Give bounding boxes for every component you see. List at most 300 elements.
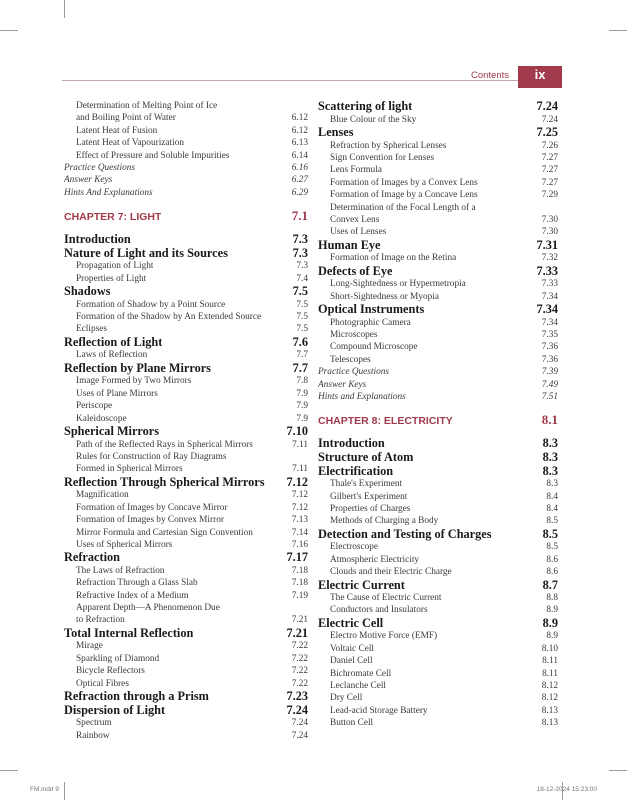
toc-section-entry[interactable] xyxy=(64,247,308,261)
toc-entry-title: Answer Keys xyxy=(64,175,113,186)
toc-subsection-entry[interactable] xyxy=(318,341,558,353)
toc-entry-page: 7.3 xyxy=(296,261,308,272)
toc-entry-title: Mirage xyxy=(76,641,103,652)
toc-entry-page: 7.24 xyxy=(286,702,308,717)
toc-entry-title: Formation of Images by a Convex Lens xyxy=(330,177,478,188)
toc-subsection-entry[interactable] xyxy=(318,214,558,226)
toc-entry-page: 7.11 xyxy=(292,439,308,450)
toc-section-entry[interactable] xyxy=(318,451,558,465)
toc-entry-title: Formation of the Shadow by An Extended Source xyxy=(76,312,262,323)
toc-subsection-entry[interactable] xyxy=(318,278,558,290)
toc-entry-title: Uses of Lenses xyxy=(330,227,387,238)
toc-subsection-entry[interactable] xyxy=(318,491,558,503)
toc-entry-title: Human Eye xyxy=(318,238,381,252)
toc-section-entry[interactable] xyxy=(318,303,558,317)
toc-entry-title: Effect of Pressure and Soluble Impurities xyxy=(76,150,230,161)
spacer xyxy=(318,427,558,437)
toc-entry-page: 7.36 xyxy=(541,342,558,353)
toc-entry-title: Hints And Explanations xyxy=(64,187,153,198)
toc-entry-title: Practice Questions xyxy=(318,367,390,378)
toc-entry-title: Formation of Shadow by a Point Source xyxy=(76,299,226,310)
toc-subsection-entry[interactable] xyxy=(64,502,308,514)
toc-entry-title: Refraction xyxy=(64,551,120,565)
toc-entry-page: 7.24 xyxy=(291,730,308,741)
toc-section-entry[interactable] xyxy=(318,465,558,479)
toc-subsection-entry[interactable] xyxy=(64,577,308,589)
page-number: ix xyxy=(534,67,546,82)
toc-right-column xyxy=(318,100,558,730)
toc-entry-title: Long-Sightedness or Hypermetropia xyxy=(330,279,466,290)
toc-subsection-entry[interactable] xyxy=(318,604,558,616)
toc-entry-page: 6.12 xyxy=(291,125,308,136)
toc-entry-page: 7.51 xyxy=(541,392,558,402)
toc-entry-page: 7.29 xyxy=(541,190,558,201)
toc-entry-title: Bicycle Reflectors xyxy=(76,666,145,677)
footer-timestamp: 18-12-2024 15:23:00 xyxy=(536,786,597,793)
toc-entry-title: Kaleidoscope xyxy=(76,413,127,424)
toc-entry-title: Refraction through a Prism xyxy=(64,690,209,704)
toc-entry-title: Voltaic Cell xyxy=(330,643,374,654)
toc-entry-title: Uses of Plane Mirrors xyxy=(76,388,158,399)
toc-backmatter-entry[interactable] xyxy=(64,174,308,186)
toc-subsection-entry[interactable] xyxy=(64,451,308,463)
toc-section-entry[interactable] xyxy=(64,285,308,299)
toc-entry-page: 7.8 xyxy=(296,376,308,387)
toc-entry-page: 8.6 xyxy=(546,554,558,565)
toc-entry-title: Microscopes xyxy=(330,330,378,341)
toc-entry-page: 8.12 xyxy=(541,693,558,704)
toc-entry-page: 7.3 xyxy=(292,245,308,260)
toc-entry-page: 7.5 xyxy=(296,312,308,323)
toc-entry-page: 7.16 xyxy=(291,539,308,550)
toc-entry-title: Reflection Through Spherical Mirrors xyxy=(64,475,265,489)
toc-entry-title: Telescopes xyxy=(330,354,371,365)
toc-entry-title: Refraction Through a Glass Slab xyxy=(76,578,198,589)
toc-entry-title: Optical Instruments xyxy=(318,303,425,317)
toc-subsection-entry[interactable] xyxy=(318,354,558,366)
toc-entry-page: 8.12 xyxy=(541,681,558,692)
toc-entry-page: 7.21 xyxy=(286,625,308,640)
toc-entry-page: 7.25 xyxy=(536,124,558,139)
toc-entry-page: 7.10 xyxy=(286,424,308,438)
toc-entry-title: Optical Fibres xyxy=(76,678,129,689)
toc-entry-page: 7.21 xyxy=(291,615,308,626)
toc-entry-page: 7.11 xyxy=(292,464,308,475)
toc-entry-page: 8.10 xyxy=(541,643,558,654)
toc-backmatter-entry[interactable] xyxy=(318,379,558,391)
toc-entry-title: Structure of Atom xyxy=(318,450,414,464)
toc-subsection-entry[interactable] xyxy=(64,150,308,162)
toc-left-column xyxy=(64,100,308,742)
toc-entry-page: 8.3 xyxy=(542,449,558,464)
toc-subsection-entry[interactable] xyxy=(64,602,308,614)
toc-entry-page: 8.5 xyxy=(542,526,558,541)
toc-entry-page: 7.22 xyxy=(291,653,308,664)
toc-section-entry[interactable] xyxy=(318,528,558,542)
toc-backmatter-entry[interactable] xyxy=(318,391,558,403)
toc-entry-page: 7.32 xyxy=(541,253,558,264)
toc-subsection-entry[interactable] xyxy=(64,100,308,112)
toc-section-entry[interactable] xyxy=(64,233,308,247)
toc-entry-page: 7.7 xyxy=(292,360,308,375)
footer-file-name: FM.indd 9 xyxy=(30,786,59,793)
toc-entry-page: 7.12 xyxy=(291,490,308,501)
toc-subsection-entry[interactable] xyxy=(318,655,558,667)
toc-subsection-entry[interactable] xyxy=(64,565,308,577)
toc-entry-page: 7.35 xyxy=(541,330,558,341)
toc-section-entry[interactable] xyxy=(318,126,558,140)
toc-entry-title: Refraction by Spherical Lenses xyxy=(330,140,447,151)
toc-entry-title: Total Internal Reflection xyxy=(64,626,194,640)
toc-entry-page: 7.9 xyxy=(296,413,308,424)
toc-entry-page: 6.13 xyxy=(291,138,308,149)
toc-subsection-entry[interactable] xyxy=(318,152,558,164)
toc-entry-title: Properties of Charges xyxy=(330,503,411,514)
toc-entry-page: 8.4 xyxy=(546,503,558,514)
toc-subsection-entry[interactable] xyxy=(318,177,558,189)
toc-entry-title: Scattering of light xyxy=(318,100,413,113)
toc-entry-title: Short-Sightedness or Myopia xyxy=(330,291,439,302)
toc-subsection-entry[interactable] xyxy=(64,112,308,124)
toc-subsection-entry[interactable] xyxy=(318,515,558,527)
toc-subsection-entry[interactable] xyxy=(318,291,558,303)
toc-subsection-entry[interactable] xyxy=(64,137,308,149)
toc-entry-page: 7.31 xyxy=(536,237,558,252)
toc-entry-title: Photographic Camera xyxy=(330,317,411,328)
toc-subsection-entry[interactable] xyxy=(64,665,308,677)
toc-entry-title: Electrification xyxy=(318,464,394,478)
toc-entry-page: 7.30 xyxy=(541,227,558,238)
toc-subsection-entry[interactable] xyxy=(318,554,558,566)
toc-section-entry[interactable] xyxy=(64,551,308,565)
toc-entry-title: Latent Heat of Fusion xyxy=(76,125,158,136)
toc-entry-page: 7.23 xyxy=(286,689,308,704)
crop-mark xyxy=(64,782,65,800)
toc-entry-title: Dry Cell xyxy=(330,693,363,704)
toc-entry-title: Propagation of Light xyxy=(76,261,154,272)
toc-entry-page: 7.22 xyxy=(291,666,308,677)
toc-subsection-entry[interactable] xyxy=(64,439,308,451)
toc-entry-title: Electric Cell xyxy=(318,616,384,630)
toc-entry-page: 7.1 xyxy=(291,208,308,224)
toc-entry-page: 7.12 xyxy=(291,502,308,513)
toc-subsection-entry[interactable] xyxy=(318,329,558,341)
toc-entry-title: Rainbow xyxy=(76,730,110,741)
toc-subsection-entry[interactable] xyxy=(318,592,558,604)
toc-subsection-entry[interactable] xyxy=(64,273,308,285)
toc-entry-page: 7.49 xyxy=(541,379,558,390)
toc-entry-page: 8.7 xyxy=(542,577,558,592)
toc-entry-title: Electric Current xyxy=(318,578,405,592)
toc-entry-title: The Laws of Refraction xyxy=(76,565,165,576)
toc-section-entry[interactable] xyxy=(318,239,558,253)
toc-entry-title: CHAPTER 8: ELECTRICITY xyxy=(318,415,453,428)
toc-subsection-entry[interactable] xyxy=(64,590,308,602)
toc-entry-page: 8.3 xyxy=(542,436,558,451)
toc-entry-page: 7.13 xyxy=(291,515,308,526)
toc-subsection-entry[interactable] xyxy=(64,527,308,539)
toc-subsection-entry[interactable] xyxy=(64,349,308,361)
toc-subsection-entry[interactable] xyxy=(318,630,558,642)
toc-entry-title: Determination of Melting Point of Ice xyxy=(76,101,218,111)
toc-entry-title: Uses of Spherical Mirrors xyxy=(76,539,173,550)
toc-entry-page: 8.3 xyxy=(546,479,558,490)
toc-subsection-entry[interactable] xyxy=(64,323,308,335)
crop-mark xyxy=(64,0,65,18)
toc-subsection-entry[interactable] xyxy=(64,678,308,690)
toc-entry-title: Daniel Cell xyxy=(330,656,373,667)
toc-subsection-entry[interactable] xyxy=(318,680,558,692)
toc-subsection-entry[interactable] xyxy=(64,730,308,742)
toc-entry-title: Blue Colour of the Sky xyxy=(330,114,417,125)
toc-subsection-entry[interactable] xyxy=(318,252,558,264)
toc-subsection-entry[interactable] xyxy=(318,503,558,515)
toc-entry-page: 7.22 xyxy=(291,641,308,652)
toc-entry-title: Hints and Explanations xyxy=(318,392,406,402)
toc-entry-page: 7.30 xyxy=(541,214,558,225)
toc-section-entry[interactable] xyxy=(64,690,308,704)
header-rule xyxy=(62,80,518,81)
crop-mark xyxy=(609,770,627,771)
toc-subsection-entry[interactable] xyxy=(64,125,308,137)
toc-entry-title: Leclanche Cell xyxy=(330,681,387,692)
toc-subsection-entry[interactable] xyxy=(318,189,558,201)
toc-entry-title: Path of the Reflected Rays in Spherical Mirrors xyxy=(76,439,253,450)
toc-entry-title: Determination of the Focal Length of a xyxy=(330,202,476,213)
toc-entry-page: 7.34 xyxy=(541,291,558,302)
toc-subsection-entry[interactable] xyxy=(64,375,308,387)
toc-chapter-heading[interactable] xyxy=(318,413,558,427)
toc-subsection-entry[interactable] xyxy=(64,640,308,652)
toc-entry-title: Lenses xyxy=(318,125,354,139)
toc-entry-title: Lens Formula xyxy=(330,165,382,176)
toc-entry-page: 7.33 xyxy=(536,263,558,278)
toc-entry-page: 8.5 xyxy=(546,516,558,527)
toc-subsection-entry[interactable] xyxy=(318,317,558,329)
toc-entry-title: Sparkling of Diamond xyxy=(76,653,160,664)
toc-entry-title: Lead-acid Storage Battery xyxy=(330,705,428,716)
toc-entry-title: Answer Keys xyxy=(318,379,367,390)
toc-entry-page: 8.3 xyxy=(542,463,558,478)
toc-entry-title: Methods of Charging a Body xyxy=(330,516,439,527)
toc-section-entry[interactable] xyxy=(64,362,308,376)
toc-entry-title: Image Formed by Two Mirrors xyxy=(76,376,192,387)
toc-entry-title: Latent Heat of Vapourization xyxy=(76,138,184,149)
toc-entry-page: 8.1 xyxy=(541,412,558,428)
toc-entry-page: 7.24 xyxy=(541,114,558,125)
toc-section-entry[interactable] xyxy=(318,265,558,279)
toc-subsection-entry[interactable] xyxy=(64,260,308,272)
toc-entry-title: Clouds and their Electric Charge xyxy=(330,567,452,578)
toc-entry-page: 8.11 xyxy=(542,656,558,667)
toc-entry-page: 7.27 xyxy=(541,152,558,163)
toc-entry-page: 7.5 xyxy=(292,284,308,299)
toc-entry-title: Mirror Formula and Cartesian Sign Convention xyxy=(76,527,253,538)
toc-entry-title: Defects of Eye xyxy=(318,264,393,278)
toc-section-entry[interactable] xyxy=(64,425,308,439)
toc-subsection-entry[interactable] xyxy=(64,717,308,729)
toc-entry-page: 7.14 xyxy=(291,527,308,538)
toc-entry-page: 7.6 xyxy=(292,334,308,349)
toc-entry-title: Detection and Testing of Charges xyxy=(318,527,492,541)
toc-entry-page: 7.27 xyxy=(541,165,558,176)
toc-entry-page: 6.29 xyxy=(291,187,308,198)
toc-subsection-entry[interactable] xyxy=(318,668,558,680)
toc-subsection-entry[interactable] xyxy=(64,653,308,665)
toc-entry-page: 7.9 xyxy=(296,388,308,399)
toc-entry-title: Formed in Spherical Mirrors xyxy=(76,464,183,475)
toc-subsection-entry[interactable] xyxy=(318,140,558,152)
toc-subsection-entry[interactable] xyxy=(64,388,308,400)
toc-entry-page: 7.34 xyxy=(536,302,558,317)
toc-subsection-entry[interactable] xyxy=(318,717,558,729)
toc-subsection-entry[interactable] xyxy=(318,566,558,578)
toc-subsection-entry[interactable] xyxy=(64,614,308,626)
toc-entry-page: 7.18 xyxy=(291,565,308,576)
toc-entry-title: Convex Lens xyxy=(330,214,380,225)
toc-entry-page: 7.17 xyxy=(286,550,308,565)
toc-entry-title: Formation of Images by Concave Mirror xyxy=(76,502,228,513)
toc-entry-page: 8.9 xyxy=(546,605,558,616)
toc-entry-title: Thale's Experiment xyxy=(330,479,403,490)
toc-entry-title: Periscope xyxy=(76,401,113,412)
crop-mark xyxy=(0,30,18,31)
toc-entry-title: Electroscope xyxy=(330,542,379,553)
toc-entry-title: Atmospheric Electricity xyxy=(330,554,420,565)
toc-entry-title: Gilbert's Experiment xyxy=(330,491,408,502)
toc-backmatter-entry[interactable] xyxy=(318,366,558,378)
spacer xyxy=(318,403,558,413)
toc-entry-page: 8.9 xyxy=(546,631,558,642)
toc-entry-page: 7.4 xyxy=(296,273,308,284)
toc-entry-page: 7.27 xyxy=(541,177,558,188)
toc-subsection-entry[interactable] xyxy=(64,489,308,501)
toc-entry-page: 7.34 xyxy=(541,317,558,328)
toc-subsection-entry[interactable] xyxy=(318,164,558,176)
toc-entry-title: Magnification xyxy=(76,490,129,501)
toc-section-entry[interactable] xyxy=(64,336,308,350)
toc-entry-page: 7.7 xyxy=(296,350,308,361)
toc-entry-title: Formation of Image on the Retina xyxy=(330,253,457,264)
toc-section-entry[interactable] xyxy=(64,704,308,718)
toc-entry-title: Electro Motive Force (EMF) xyxy=(330,631,438,642)
toc-entry-title: and Boiling Point of Water xyxy=(76,113,176,124)
toc-entry-title: Properties of Light xyxy=(76,273,147,284)
toc-entry-title: Eclipses xyxy=(76,324,107,335)
toc-entry-title: Shadows xyxy=(64,285,111,299)
toc-entry-page: 7.39 xyxy=(541,367,558,378)
toc-subsection-entry[interactable] xyxy=(64,413,308,425)
toc-entry-page: 8.13 xyxy=(541,718,558,729)
toc-entry-page: 8.8 xyxy=(546,593,558,604)
toc-entry-title: Compound Microscope xyxy=(330,342,418,353)
toc-entry-page: 7.5 xyxy=(296,324,308,335)
toc-subsection-entry[interactable] xyxy=(64,299,308,311)
toc-entry-title: Spherical Mirrors xyxy=(64,425,160,438)
toc-subsection-entry[interactable] xyxy=(64,539,308,551)
toc-subsection-entry[interactable] xyxy=(318,202,558,214)
toc-entry-page: 6.12 xyxy=(291,113,308,124)
toc-subsection-entry[interactable] xyxy=(318,692,558,704)
toc-entry-title: Rules for Construction of Ray Diagrams xyxy=(76,451,227,462)
toc-subsection-entry[interactable] xyxy=(318,541,558,553)
toc-section-entry[interactable] xyxy=(64,476,308,490)
toc-entry-title: Spectrum xyxy=(76,718,112,729)
spacer xyxy=(64,199,308,209)
toc-entry-title: CHAPTER 7: LIGHT xyxy=(64,211,162,224)
toc-entry-title: Nature of Light and its Sources xyxy=(64,246,228,260)
toc-entry-title: Formation of Image by a Concave Lens xyxy=(330,190,478,201)
toc-entry-page: 7.5 xyxy=(296,299,308,310)
toc-entry-title: Bichromate Cell xyxy=(330,668,392,679)
toc-entry-title: Practice Questions xyxy=(64,162,136,173)
toc-entry-page: 7.24 xyxy=(291,718,308,729)
toc-entry-page: 8.6 xyxy=(546,567,558,578)
toc-entry-title: Introduction xyxy=(318,437,385,451)
toc-entry-title: Conductors and Insulators xyxy=(330,605,428,616)
toc-entry-page: 7.36 xyxy=(541,354,558,365)
running-header-label: Contents xyxy=(470,70,509,81)
toc-backmatter-entry[interactable] xyxy=(64,162,308,174)
toc-entry-title: Dispersion of Light xyxy=(64,703,166,717)
toc-entry-page: 7.19 xyxy=(291,590,308,601)
toc-subsection-entry[interactable] xyxy=(64,311,308,323)
toc-entry-title: Button Cell xyxy=(330,718,374,729)
toc-entry-page: 6.14 xyxy=(291,150,308,161)
toc-subsection-entry[interactable] xyxy=(318,114,558,126)
toc-entry-page: 8.11 xyxy=(542,668,558,679)
toc-entry-title: Reflection of Light xyxy=(64,335,163,349)
toc-section-entry[interactable] xyxy=(318,579,558,593)
toc-entry-title: to Refraction xyxy=(76,615,125,626)
toc-entry-page: 7.18 xyxy=(291,578,308,589)
toc-chapter-heading[interactable] xyxy=(64,209,308,223)
toc-subsection-entry[interactable] xyxy=(318,226,558,238)
toc-entry-page: 7.12 xyxy=(286,474,308,489)
toc-section-entry[interactable] xyxy=(318,617,558,631)
toc-subsection-entry[interactable] xyxy=(318,705,558,717)
crop-mark xyxy=(609,30,627,31)
toc-entry-page: 8.9 xyxy=(542,615,558,630)
toc-entry-page: 7.33 xyxy=(541,279,558,290)
crop-mark xyxy=(0,770,18,771)
toc-subsection-entry[interactable] xyxy=(64,463,308,475)
toc-entry-title: Sign Convention for Lenses xyxy=(330,152,435,163)
toc-entry-page: 7.3 xyxy=(292,232,308,247)
toc-entry-title: Reflection by Plane Mirrors xyxy=(64,361,211,375)
toc-entry-page: 6.16 xyxy=(291,162,308,173)
toc-entry-title: Refractive Index of a Medium xyxy=(76,590,189,601)
toc-subsection-entry[interactable] xyxy=(318,478,558,490)
toc-entry-page: 8.5 xyxy=(546,542,558,553)
toc-subsection-entry[interactable] xyxy=(64,400,308,412)
toc-entry-page: 7.9 xyxy=(296,401,308,412)
toc-entry-page: 8.4 xyxy=(546,491,558,502)
toc-entry-page: 6.27 xyxy=(291,175,308,186)
toc-subsection-entry[interactable] xyxy=(64,514,308,526)
toc-backmatter-entry[interactable] xyxy=(64,187,308,199)
spacer xyxy=(64,223,308,233)
toc-section-entry[interactable] xyxy=(318,437,558,451)
toc-entry-title: Apparent Depth—A Phenomenon Due xyxy=(76,603,220,614)
toc-entry-page: 7.26 xyxy=(541,140,558,151)
toc-entry-title: Laws of Reflection xyxy=(76,350,148,361)
toc-entry-title: The Cause of Electric Current xyxy=(330,593,442,604)
toc-section-entry[interactable] xyxy=(64,627,308,641)
toc-entry-page: 7.22 xyxy=(291,678,308,689)
toc-subsection-entry[interactable] xyxy=(318,643,558,655)
toc-section-entry[interactable] xyxy=(318,100,558,114)
